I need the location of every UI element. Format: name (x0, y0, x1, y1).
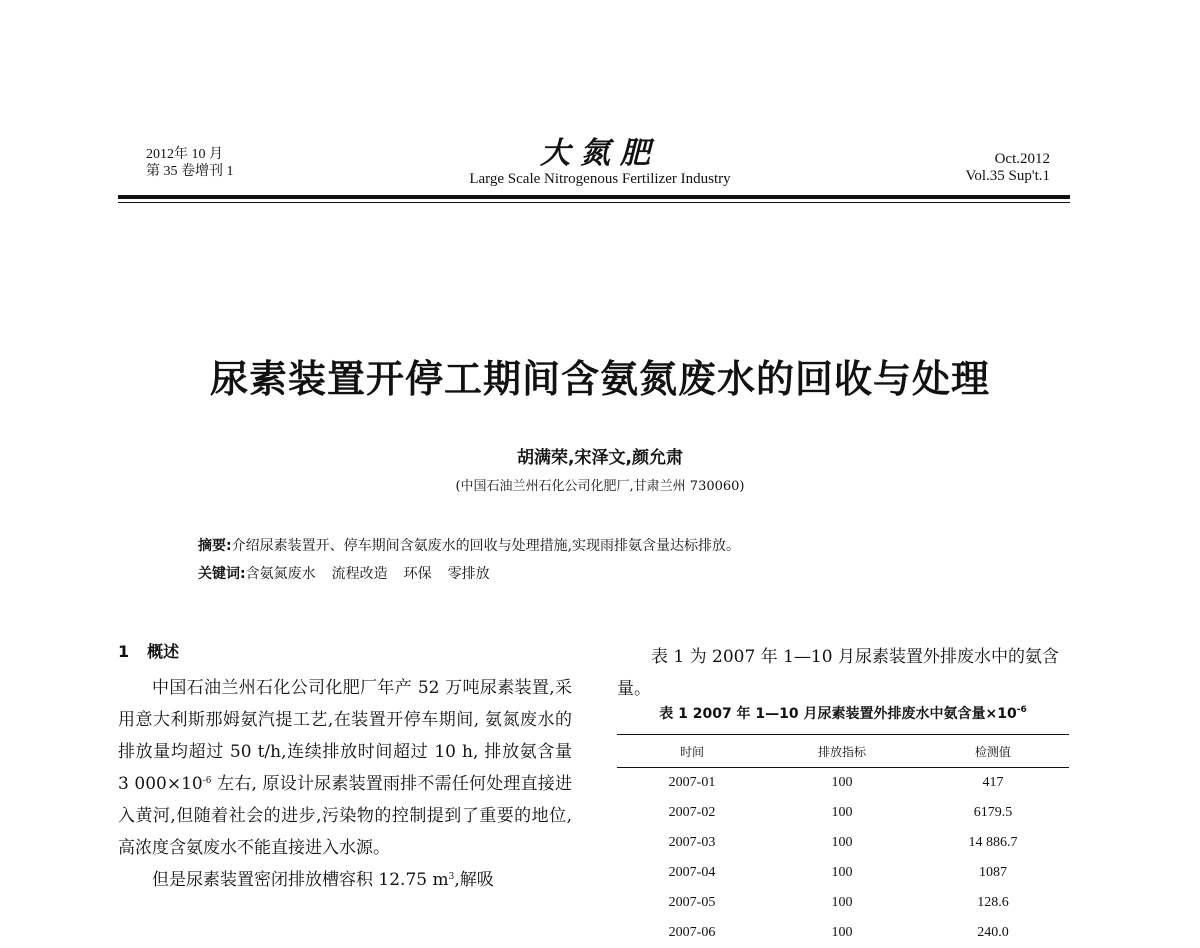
cell-month: 2007-06 (668, 925, 716, 940)
keywords-label: 关键词: (198, 566, 246, 582)
cell-limit: 100 (831, 775, 853, 790)
cell-measured: 14 886.7 (968, 835, 1018, 850)
cell-measured: 128.6 (977, 895, 1009, 910)
cell-month: 2007-04 (668, 865, 716, 880)
header-rule-thin (118, 202, 1070, 203)
column-header: 时间 (617, 735, 767, 768)
keyword: 含氨氮废水 (245, 566, 316, 582)
cell-month: 2007-01 (668, 775, 716, 790)
paragraph: 中国石油兰州石化公司化肥厂年产 52 万吨尿素装置,采用意大利斯那姆氨汽提工艺,在装置开停车期间, 氨氮废水的排放量均超过 50 t/h,连续排放时间超过 10 h, 排放氨含量 3 $000\times 10^{-6}$ 左右, 原设计尿素装置雨排不需任何处理直接进入黄河,但随着社会的进步,污染物的控制提到了重要的地位,高浓度含氨废水不能直接进入水源。 (118, 678, 572, 858)
table-header-row (617, 735, 1069, 768)
table-row (617, 858, 1069, 888)
article-title: 尿素装置开停工期间含氨氮废水的回收与处理 (209, 357, 990, 401)
article-authors: 胡满荣,宋泽文,颜允肃 (517, 448, 683, 468)
paragraph: 但是尿素装置密闭排放槽容积 12.75 $m^3$,解吸 (152, 870, 494, 890)
cell-month: 2007-03 (668, 835, 716, 850)
table-row (617, 888, 1069, 918)
issue-date-en: Oct.2012 (994, 151, 1050, 167)
table-caption: 表 1 2007 年 1—10 月尿素装置外排废水中氨含量$\times 10^{-6}$ (659, 705, 1027, 722)
paragraph: 表 1 为 2007 年 1—10 月尿素装置外排废水中的氨含量。 (617, 647, 1059, 699)
table-row (617, 918, 1069, 948)
cell-month: 2007-02 (668, 805, 716, 820)
issue-info-en (880, 151, 1050, 185)
table-row (617, 798, 1069, 828)
cell-limit: 100 (831, 805, 853, 820)
table-row (617, 828, 1069, 858)
issue-date-cn: 2012年 10 月 (146, 147, 223, 162)
issue-volume-cn: 第 35 卷增刊 1 (146, 164, 234, 179)
left-column-body (118, 672, 572, 896)
keywords (198, 564, 506, 584)
column-header: 检测值 (917, 735, 1069, 768)
journal-masthead (400, 138, 800, 188)
journal-name-cn: 大氮肥 (540, 136, 660, 171)
right-column-body (617, 641, 1069, 705)
section-title: 概述 (147, 642, 180, 661)
cell-limit: 100 (831, 895, 853, 910)
abstract (198, 536, 740, 556)
section-number: 1 (118, 642, 130, 661)
header-rule-thick (118, 195, 1070, 199)
keyword: 零排放 (447, 566, 490, 582)
cell-limit: 100 (831, 925, 853, 940)
keyword: 流程改造 (331, 566, 388, 582)
cell-measured: 1087 (978, 865, 1007, 880)
cell-limit: 100 (831, 835, 853, 850)
cell-limit: 100 (831, 865, 853, 880)
abstract-label: 摘要: (198, 538, 232, 554)
ammonia-table (617, 734, 1069, 948)
cell-month: 2007-05 (668, 895, 716, 910)
section-heading (118, 641, 179, 663)
issue-volume-en: Vol.35 Sup't.1 (965, 168, 1050, 184)
article-affiliation: (中国石油兰州石化公司化肥厂,甘肃兰州 730060) (455, 479, 745, 494)
column-header: 排放指标 (767, 735, 917, 768)
issue-info-cn (146, 146, 234, 180)
journal-name-en: Large Scale Nitrogenous Fertilizer Industry (469, 171, 731, 187)
cell-measured: 240.0 (977, 925, 1009, 940)
cell-measured: 6179.5 (973, 805, 1013, 820)
keyword: 环保 (403, 566, 432, 582)
abstract-text: 介绍尿素装置开、停车期间含氨废水的回收与处理措施,实现雨排氨含量达标排放。 (231, 538, 741, 554)
cell-measured: 417 (982, 775, 1004, 790)
table-row (617, 768, 1069, 799)
